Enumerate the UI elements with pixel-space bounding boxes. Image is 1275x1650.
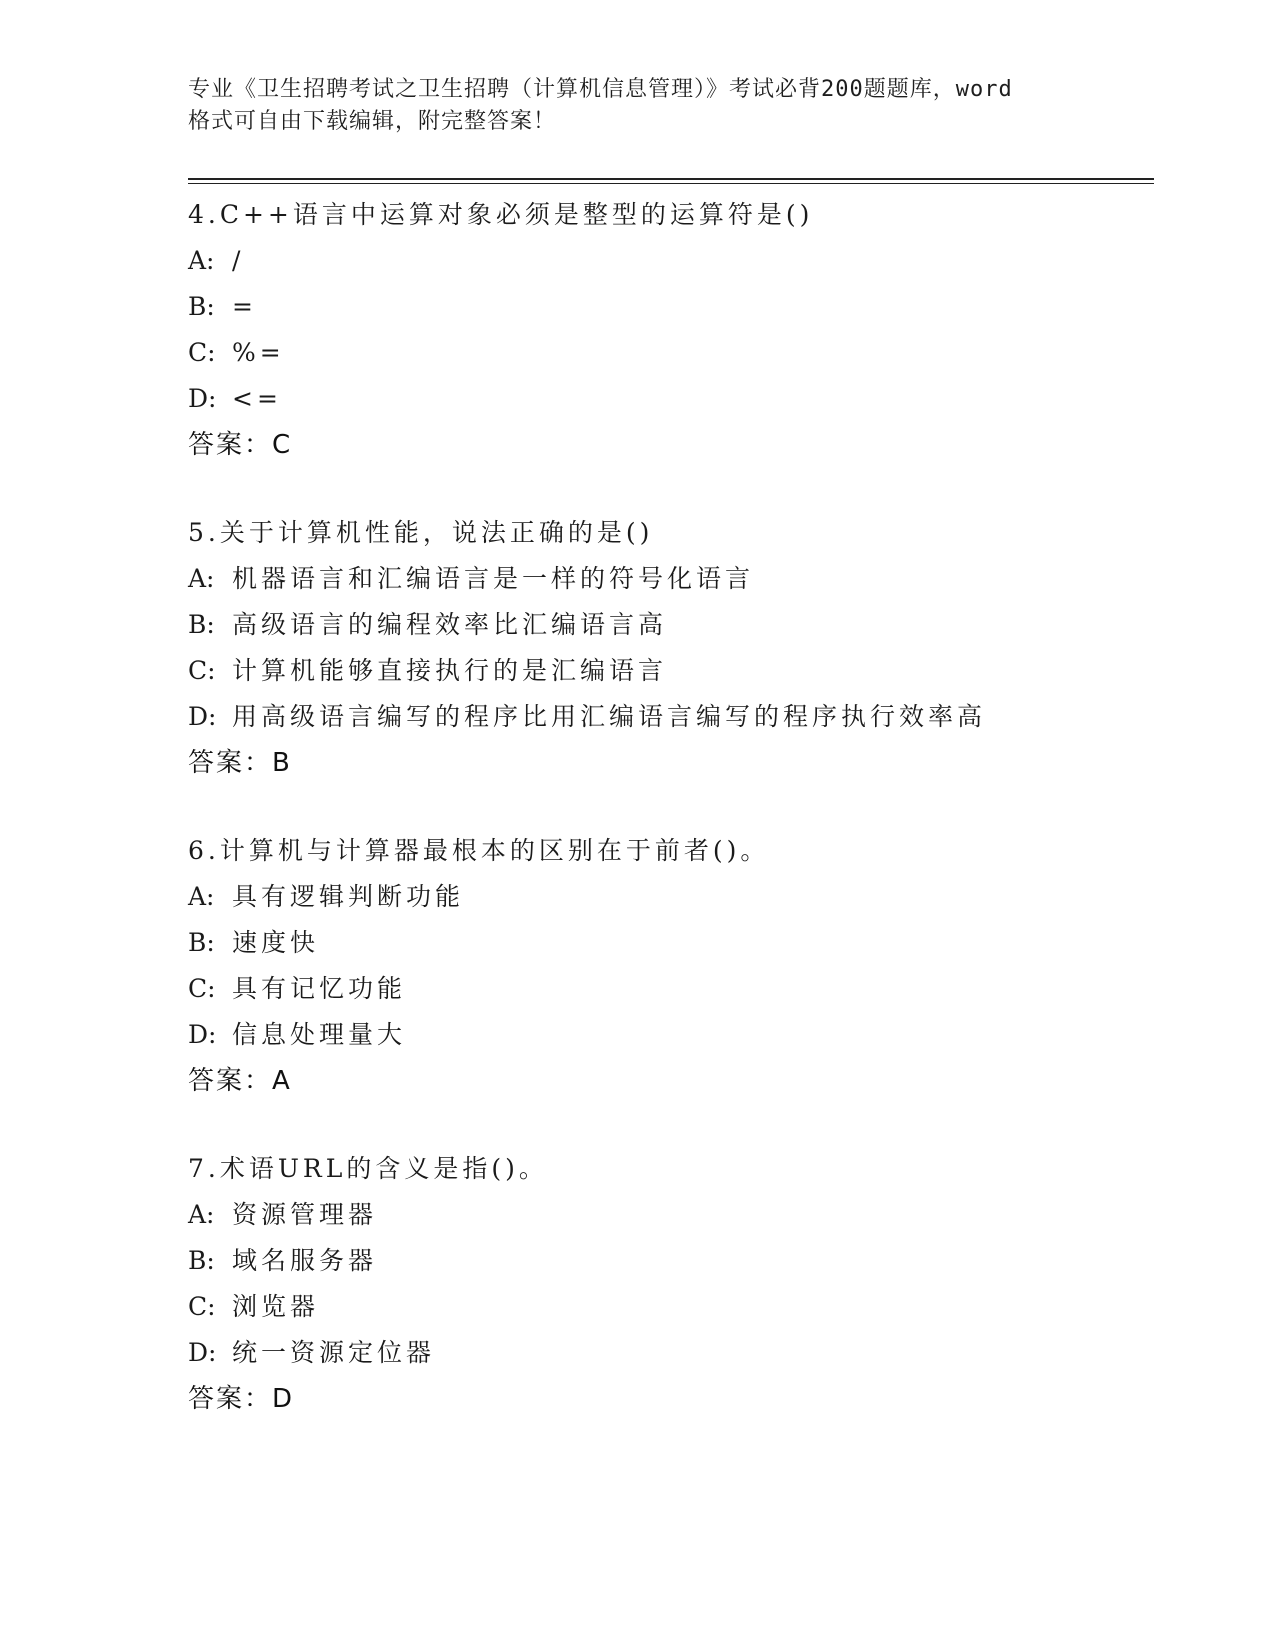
option-text: <= bbox=[232, 384, 282, 413]
option-label: C: bbox=[188, 338, 216, 367]
question-list bbox=[188, 192, 1168, 1464]
option-text: = bbox=[232, 292, 257, 321]
option-d bbox=[188, 1330, 1168, 1376]
option-text: 统一资源定位器 bbox=[232, 1338, 436, 1367]
option-label: A: bbox=[188, 1200, 215, 1229]
option-text: 速度快 bbox=[232, 928, 320, 957]
question-stem: 6.计算机与计算器最根本的区别在于前者()。 bbox=[188, 836, 770, 865]
option-label: D: bbox=[188, 384, 217, 413]
option-b bbox=[188, 920, 1168, 966]
option-label: D: bbox=[188, 702, 217, 731]
option-c bbox=[188, 330, 1168, 376]
option-label: A: bbox=[188, 882, 215, 911]
option-b bbox=[188, 1238, 1168, 1284]
option-a bbox=[188, 238, 1168, 284]
option-d bbox=[188, 1012, 1168, 1058]
option-text: / bbox=[232, 246, 245, 275]
document-header bbox=[188, 74, 1088, 138]
option-text: 计算机能够直接执行的是汇编语言 bbox=[232, 656, 668, 685]
option-label: D: bbox=[188, 1338, 217, 1367]
option-c bbox=[188, 1284, 1168, 1330]
option-text: 高级语言的编程效率比汇编语言高 bbox=[232, 610, 668, 639]
option-label: B: bbox=[188, 928, 215, 957]
option-c bbox=[188, 966, 1168, 1012]
option-b bbox=[188, 602, 1168, 648]
question-7 bbox=[188, 1146, 1168, 1422]
option-text: 具有记忆功能 bbox=[232, 974, 407, 1003]
option-b bbox=[188, 284, 1168, 330]
option-text: 浏览器 bbox=[232, 1292, 320, 1321]
option-d bbox=[188, 376, 1168, 422]
question-4 bbox=[188, 192, 1168, 468]
answer-line: 答案：C bbox=[188, 430, 293, 460]
header-line-1: 专业《卫生招聘考试之卫生招聘（计算机信息管理）》考试必背200题题库，word bbox=[188, 77, 1013, 102]
option-text: %= bbox=[232, 338, 285, 367]
question-stem: 4.C++语言中运算对象必须是整型的运算符是() bbox=[188, 200, 814, 229]
header-divider-thin bbox=[188, 183, 1154, 184]
option-a bbox=[188, 556, 1168, 602]
answer-line: 答案：A bbox=[188, 1066, 292, 1096]
option-a bbox=[188, 874, 1168, 920]
option-label: B: bbox=[188, 1246, 215, 1275]
option-text: 具有逻辑判断功能 bbox=[232, 882, 465, 911]
answer-line: 答案：D bbox=[188, 1384, 295, 1414]
option-a bbox=[188, 1192, 1168, 1238]
question-stem: 5.关于计算机性能，说法正确的是() bbox=[188, 518, 654, 547]
option-label: C: bbox=[188, 656, 216, 685]
option-label: B: bbox=[188, 610, 215, 639]
option-d bbox=[188, 694, 1168, 740]
option-text: 机器语言和汇编语言是一样的符号化语言 bbox=[232, 564, 755, 593]
option-text: 信息处理量大 bbox=[232, 1020, 407, 1049]
question-stem: 7.术语URL的含义是指()。 bbox=[188, 1154, 548, 1183]
option-label: B: bbox=[188, 292, 215, 321]
option-label: A: bbox=[188, 246, 215, 275]
option-label: D: bbox=[188, 1020, 217, 1049]
option-c bbox=[188, 648, 1168, 694]
option-text: 用高级语言编写的程序比用汇编语言编写的程序执行效率高 bbox=[232, 702, 987, 731]
option-label: C: bbox=[188, 1292, 216, 1321]
header-divider bbox=[188, 178, 1154, 180]
answer-line: 答案：B bbox=[188, 748, 292, 778]
option-label: A: bbox=[188, 564, 215, 593]
question-5 bbox=[188, 510, 1168, 786]
option-text: 资源管理器 bbox=[232, 1200, 378, 1229]
question-6 bbox=[188, 828, 1168, 1104]
option-label: C: bbox=[188, 974, 216, 1003]
header-line-2: 格式可自由下载编辑，附完整答案！ bbox=[188, 109, 557, 134]
option-text: 域名服务器 bbox=[232, 1246, 378, 1275]
